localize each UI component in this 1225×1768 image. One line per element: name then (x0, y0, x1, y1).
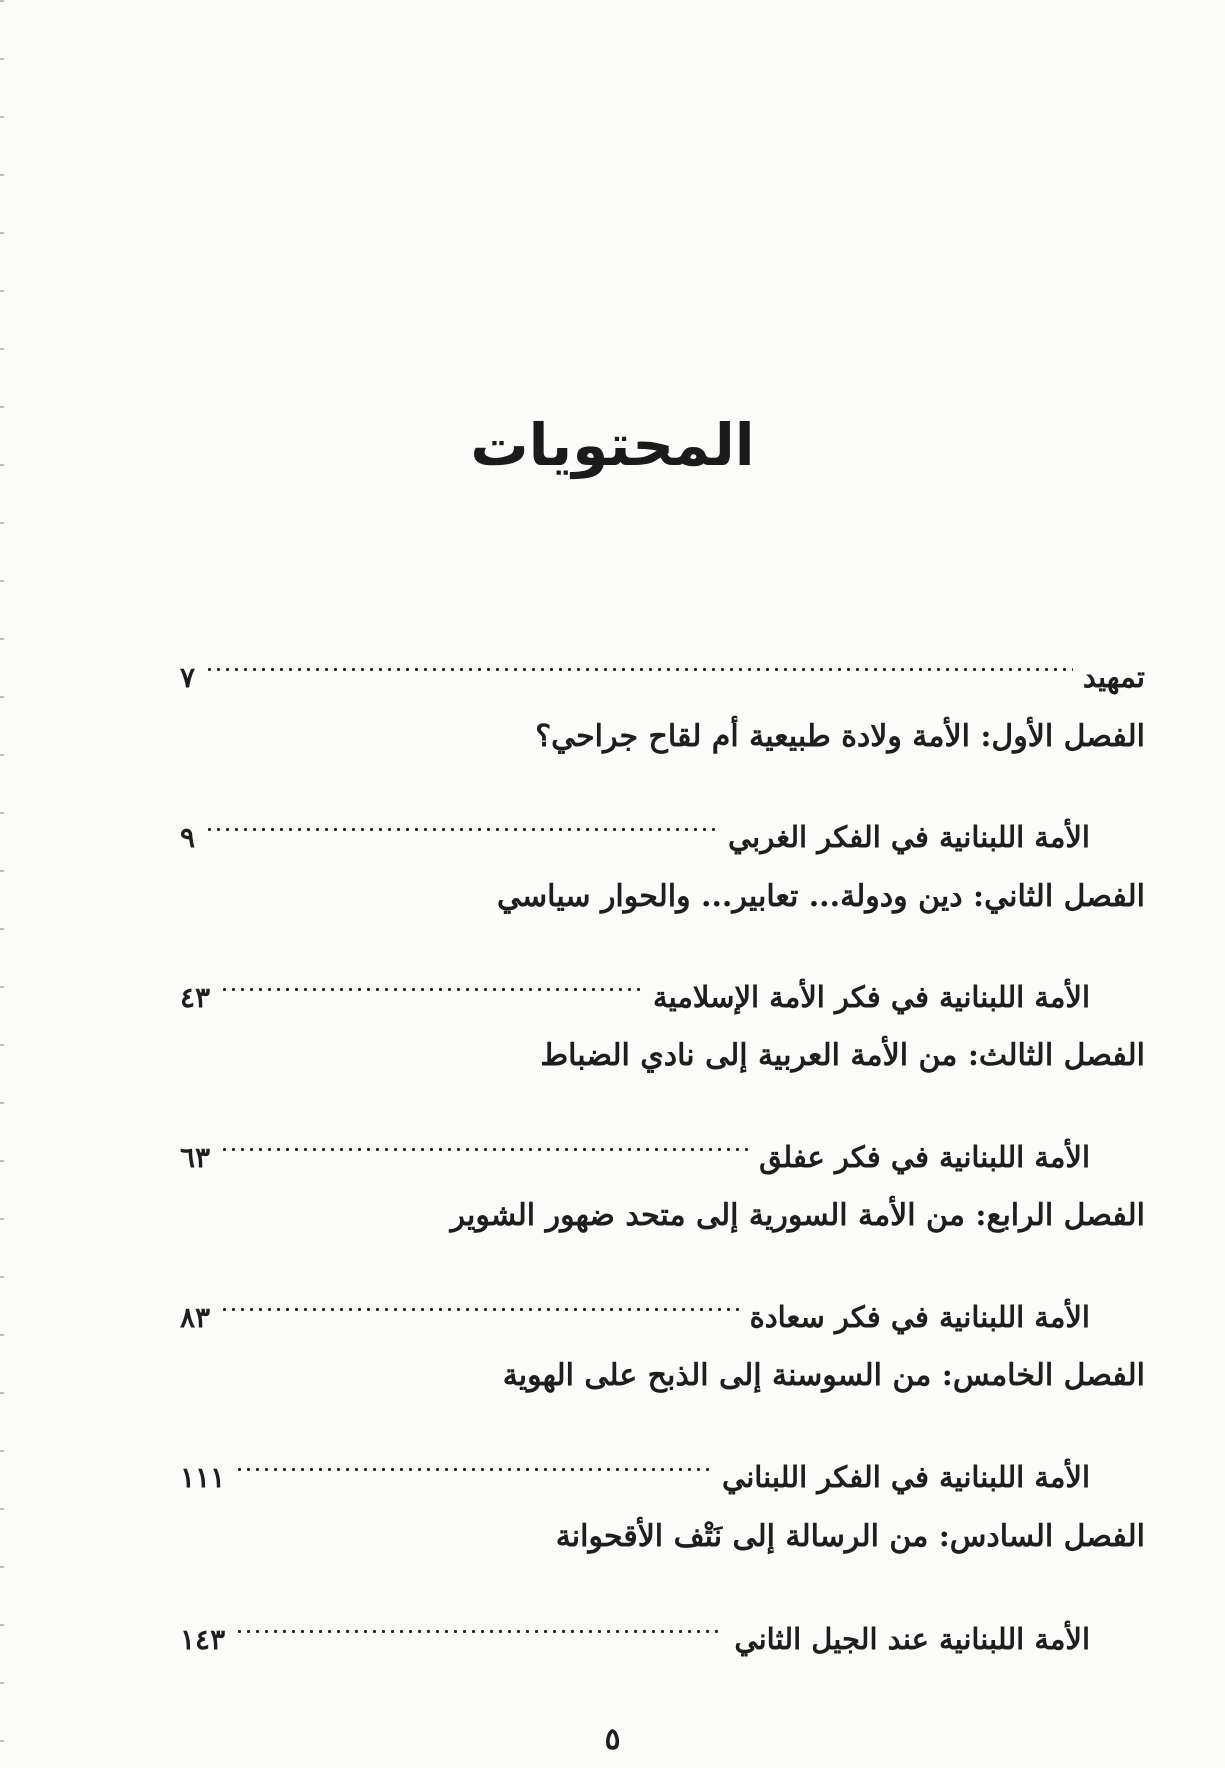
dot-leader (220, 1265, 740, 1327)
page-number: ٥ (604, 1722, 621, 1757)
toc-entry-section-6[interactable] (180, 1587, 1090, 1656)
toc-entry-label: الأمة اللبنانية في فكر سعادة (749, 1300, 1090, 1334)
toc-chapter-6[interactable] (556, 1506, 1145, 1568)
dot-leader (235, 1425, 712, 1487)
toc-entry-label: الأمة اللبنانية في الفكر الغربي (727, 820, 1090, 854)
toc-entry-label: الأمة اللبنانية عند الجيل الثاني (734, 1622, 1090, 1656)
toc-entry-section-1[interactable] (180, 785, 1090, 854)
toc-page-number: ٦٣ (180, 1141, 211, 1174)
toc-chapter-title: الفصل الأول: الأمة ولادة طبيعية أم لقاح جراحي؟ (535, 719, 1145, 754)
toc-page-number: ٤٣ (180, 981, 211, 1014)
toc-chapter-5[interactable] (503, 1345, 1145, 1407)
dot-leader (205, 625, 1073, 687)
toc-page-number: ٨٣ (180, 1301, 211, 1334)
dot-leader (220, 945, 643, 1007)
toc-page-number: ٧ (180, 661, 196, 694)
toc-entry-section-4[interactable] (180, 1265, 1090, 1334)
dot-leader (235, 1587, 724, 1649)
toc-entry-label: الأمة اللبنانية في فكر عفلق (759, 1140, 1090, 1174)
toc-entry-section-3[interactable] (180, 1105, 1090, 1174)
toc-chapter-title: الفصل السادس: من الرسالة إلى نَتْف الأقحوانة (555, 1519, 1145, 1554)
dot-leader (205, 785, 718, 847)
toc-chapter-title: الفصل الثاني: دين ودولة... تعابير... والحوار سياسي (497, 879, 1145, 914)
toc-page-number: ١٤٣ (180, 1623, 226, 1656)
toc-chapter-title: الفصل الرابع: من الأمة السورية إلى متحد ضهور الشوير (450, 1198, 1145, 1233)
toc-chapter-title: الفصل الثالث: من الأمة العربية إلى نادي الضباط (540, 1038, 1145, 1073)
dot-leader (220, 1105, 749, 1167)
toc-entry-label: الأمة اللبنانية في فكر الأمة الإسلامية (653, 980, 1090, 1014)
toc-page-number: ٩ (180, 821, 196, 854)
toc-entry-introduction[interactable] (180, 625, 1145, 694)
toc-page-number: ١١١ (180, 1461, 226, 1494)
toc-chapter-4[interactable] (451, 1185, 1146, 1247)
toc-entry-label: تمهيد (1082, 660, 1145, 694)
toc-chapter-title: الفصل الخامس: من السوسنة إلى الذبح على الهوية (502, 1358, 1145, 1393)
toc-title: المحتويات (470, 411, 755, 479)
toc-entry-section-5[interactable] (180, 1425, 1090, 1494)
toc-entry-section-2[interactable] (180, 945, 1090, 1014)
toc-chapter-1[interactable] (535, 706, 1145, 768)
toc-chapter-2[interactable] (497, 866, 1145, 928)
toc-entry-label: الأمة اللبنانية في الفكر اللبناني (722, 1460, 1090, 1494)
toc-chapter-3[interactable] (540, 1025, 1145, 1087)
